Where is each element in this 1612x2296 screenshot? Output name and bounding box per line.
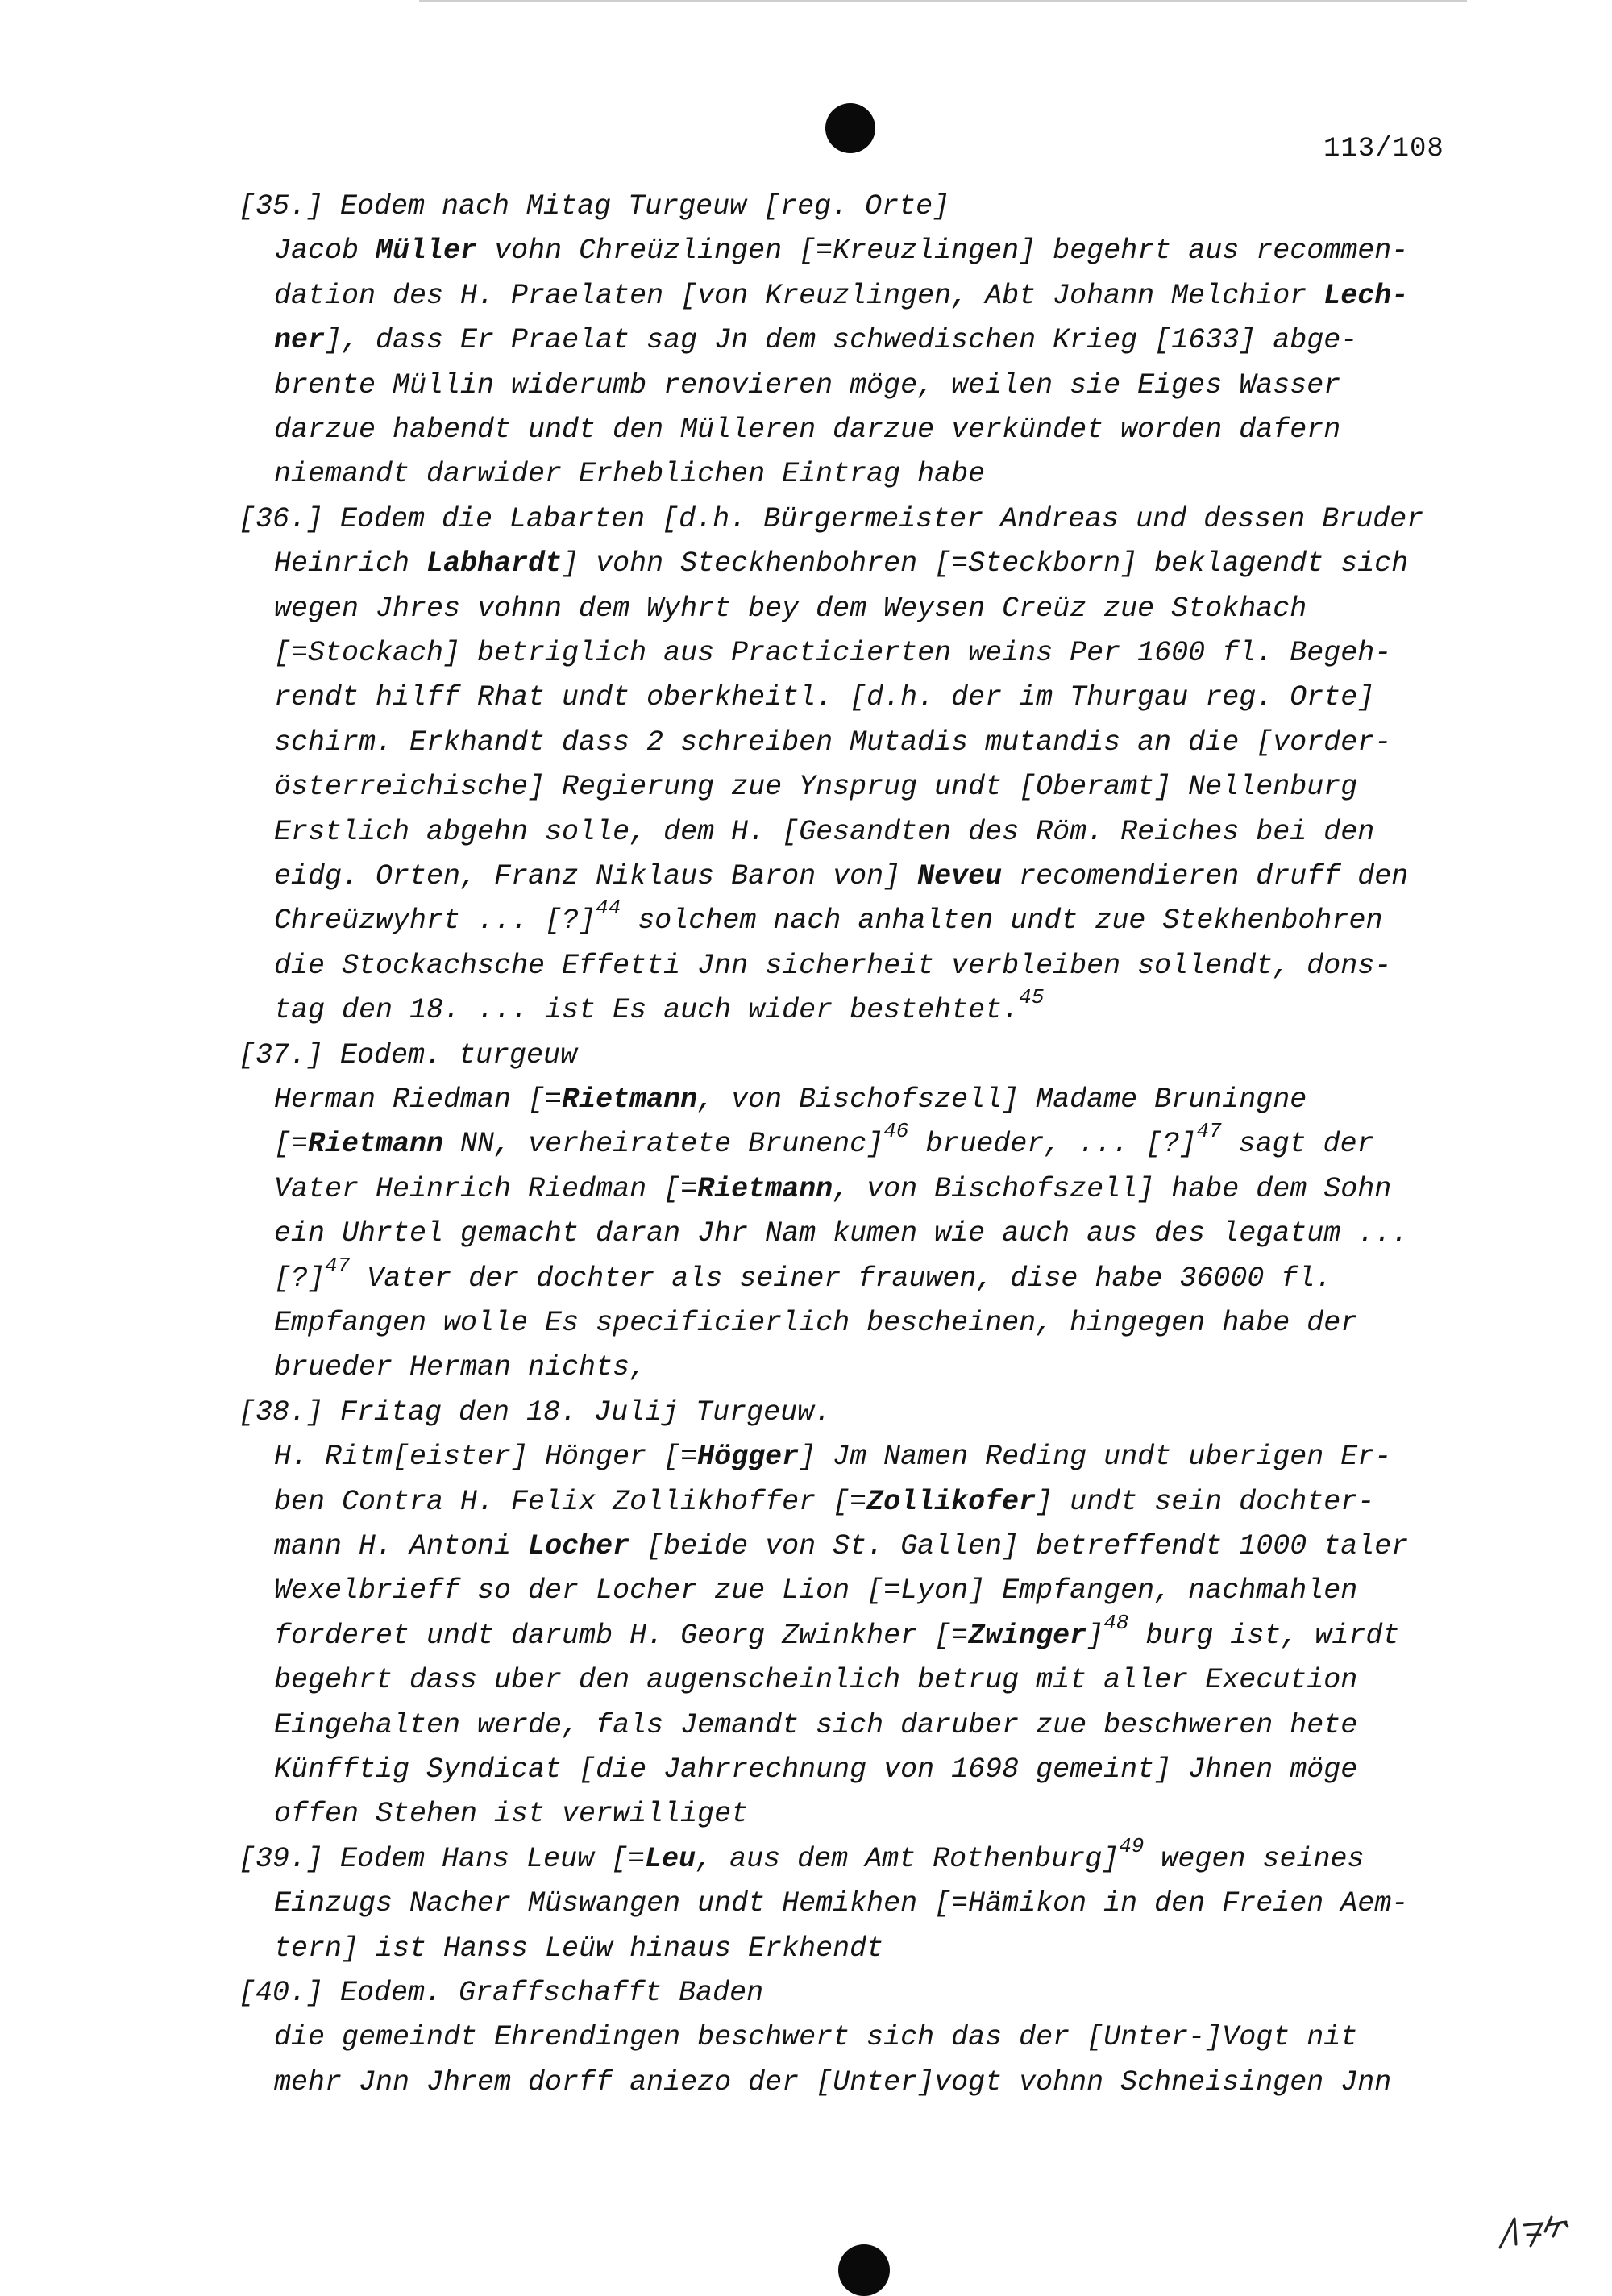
bold-name: Rietmann [562, 1084, 698, 1116]
bold-name: Lech- [1323, 280, 1409, 312]
bold-name: ner [274, 324, 326, 356]
text-line [274, 1441, 1391, 1473]
text-segment: [35.] Eodem nach Mitag Turgeuw [reg. Orte] [239, 190, 950, 223]
punch-hole-top [825, 103, 875, 153]
text-segment: niemandt darwider Erheblichen Eintrag habe [274, 458, 986, 490]
text-segment: [40.] Eodem. Graffschafft Baden [239, 1977, 764, 2009]
text-line [239, 190, 949, 223]
text-line [274, 369, 1340, 401]
text-segment: , von Bischofszell] Madame Bruningne [697, 1084, 1307, 1116]
bold-name: Labhardt [426, 547, 563, 580]
text-line [274, 1611, 1400, 1652]
text-segment: [37.] Eodem. turgeuw [239, 1039, 578, 1071]
text-line [239, 1977, 763, 2009]
bold-name: Zwinger [968, 1620, 1087, 1652]
text-line [274, 1084, 1307, 1116]
text-line [274, 1486, 1374, 1518]
text-segment: schirm. Erkhandt dass 2 schreiben Mutadis mutandis an die [vorder- [274, 726, 1392, 759]
text-line [274, 458, 985, 490]
bold-name: Högger [697, 1441, 800, 1473]
text-segment: vohn Chreüzlingen [=Kreuzlingen] begehrt aus recommen- [477, 235, 1409, 267]
text-segment: brueder Herman nichts, [274, 1351, 647, 1383]
bold-name: Zollikofer [866, 1486, 1037, 1518]
text-line [274, 860, 1408, 892]
text-segment: Künfftig Syndicat [die Jahrrechnung von 1698 gemeint] Jhnen möge [274, 1753, 1358, 1786]
text-segment: rendt hilff Rhat undt oberkheitl. [d.h. der im Thurgau reg. Orte] [274, 681, 1375, 713]
text-segment: Herman Riedman [= [274, 1084, 563, 1116]
text-segment: ben Contra H. Felix Zollikhoffer [= [274, 1486, 867, 1518]
bold-name: Müller [376, 235, 478, 267]
text-segment: begehrt dass uber den augenscheinlich betrug mit aller Execution [274, 1664, 1358, 1696]
text-line [274, 2066, 1391, 2098]
text-segment: eidg. Orten, Franz Niklaus Baron von] [274, 860, 918, 892]
text-line [274, 1530, 1408, 1562]
text-segment: wegen Jhres vohnn dem Wyhrt bey dem Weysen Creüz zue Stokhach [274, 593, 1307, 625]
bold-name: Locher [528, 1530, 630, 1562]
text-segment: Einzugs Nacher Müswangen undt Hemikhen [=Hämikon in den Freien Aem- [274, 1887, 1409, 1920]
text-segment: H. Ritm[eister] Hönger [= [274, 1441, 698, 1473]
footnote-ref: 45 [1019, 985, 1045, 1009]
text-segment: ] [1086, 1620, 1104, 1652]
text-segment: ] Jm Namen Reding undt uberigen Er- [799, 1441, 1392, 1473]
text-line [274, 280, 1408, 312]
text-segment: forderet undt darumb H. Georg Zwinkher [= [274, 1620, 969, 1652]
text-line [239, 503, 1423, 535]
text-line [274, 324, 1357, 356]
footnote-ref: 44 [596, 896, 621, 920]
text-segment: recomendieren druff den [1002, 860, 1409, 892]
text-segment: sagt der [1221, 1128, 1374, 1160]
text-segment: ] vohn Steckhenbohren [=Steckborn] beklagendt sich [562, 547, 1409, 580]
text-segment: tern] ist Hanss Leüw hinaus Erkhendt [274, 1932, 884, 1965]
text-segment: wegen seines [1144, 1843, 1365, 1875]
text-segment: solchem nach anhalten undt zue Stekhenbohren [621, 905, 1383, 937]
text-line [274, 1753, 1357, 1786]
text-line [274, 414, 1340, 446]
footnote-ref: 48 [1103, 1611, 1129, 1635]
text-line [274, 1664, 1357, 1696]
text-segment: ein Uhrtel gemacht daran Jhr Nam kumen wie auch aus des legatum ... [274, 1217, 1409, 1250]
text-line [274, 1351, 646, 1383]
bold-name: Leu [645, 1843, 696, 1875]
text-segment: [= [274, 1128, 309, 1160]
handwritten-folio-mark [1495, 2201, 1576, 2257]
text-segment: mann H. Antoni [274, 1530, 529, 1562]
text-segment: Vater der dochter als seiner frauwen, dise habe 36000 fl. [350, 1262, 1332, 1295]
text-line [274, 2021, 1357, 2053]
scan-edge-line [419, 0, 1467, 2]
text-segment: offen Stehen ist verwilliget [274, 1798, 749, 1830]
text-line [239, 1039, 577, 1071]
bold-name: Rietmann [308, 1128, 444, 1160]
text-line [274, 1217, 1408, 1250]
text-line [274, 235, 1408, 267]
text-segment: Vater Heinrich Riedman [= [274, 1173, 698, 1205]
text-line [274, 1254, 1332, 1295]
text-segment: ] undt sein dochter- [1036, 1486, 1375, 1518]
text-segment: [=Stockach] betriglich aus Practicierten weins Per 1600 fl. Begeh- [274, 637, 1392, 669]
text-line [274, 1709, 1357, 1741]
text-line [274, 1798, 748, 1830]
text-line [274, 896, 1383, 937]
text-segment: [38.] Fritag den 18. Julij Turgeuw. [239, 1396, 832, 1429]
text-line [274, 1307, 1357, 1339]
text-line [274, 1932, 883, 1965]
text-segment: , aus dem Amt Rothenburg] [696, 1843, 1120, 1875]
text-line [274, 1173, 1391, 1205]
text-segment: [beide von St. Gallen] betreffendt 1000 taler [629, 1530, 1409, 1562]
text-segment: Wexelbrieff so der Locher zue Lion [=Lyon] Empfangen, nachmahlen [274, 1574, 1358, 1607]
text-segment: die Stockachsche Effetti Jnn sicherheit verbleiben sollendt, dons- [274, 950, 1392, 982]
text-line [239, 1834, 1365, 1875]
punch-hole-bottom [838, 2244, 890, 2296]
text-line [274, 1119, 1374, 1160]
text-line [274, 985, 1045, 1026]
text-line [274, 681, 1374, 713]
text-segment: tag den 18. ... ist Es auch wider bestehtet. [274, 994, 1020, 1026]
text-segment: NN, verheiratete Brunenc] [443, 1128, 884, 1160]
footnote-ref: 49 [1119, 1834, 1145, 1858]
text-segment: österreichische] Regierung zue Ynsprug undt [Oberamt] Nellenburg [274, 771, 1358, 803]
text-segment: ], dass Er Praelat sag Jn dem schwedischen Krieg [1633] abge- [325, 324, 1358, 356]
text-segment: Empfangen wolle Es specificierlich bescheinen, hingegen habe der [274, 1307, 1358, 1339]
text-segment: [39.] Eodem Hans Leuw [= [239, 1843, 646, 1875]
text-line [274, 637, 1391, 669]
text-segment: Eingehalten werde, fals Jemandt sich daruber zue beschweren hete [274, 1709, 1358, 1741]
text-segment: brueder, ... [?] [908, 1128, 1197, 1160]
text-line [274, 593, 1307, 625]
text-segment: [36.] Eodem die Labarten [d.h. Bürgermeister Andreas und dessen Bruder [239, 503, 1424, 535]
text-segment: brente Müllin widerumb renovieren möge, weilen sie Eiges Wasser [274, 369, 1341, 401]
text-segment: [?] [274, 1262, 326, 1295]
text-line [274, 547, 1408, 580]
page-number: 113/108 [1323, 134, 1444, 164]
text-line [274, 1887, 1408, 1920]
bold-name: Rietmann [697, 1173, 833, 1205]
bold-name: Neveu [917, 860, 1003, 892]
text-segment: mehr Jnn Jhrem dorff aniezo der [Unter]vogt vohnn Schneisingen Jnn [274, 2066, 1392, 2098]
text-line [274, 726, 1391, 759]
text-line [274, 771, 1357, 803]
text-segment: dation des H. Praelaten [von Kreuzlingen, Abt Johann Melchior [274, 280, 1324, 312]
footnote-ref: 47 [1196, 1119, 1222, 1143]
footnote-ref: 47 [325, 1254, 351, 1278]
text-line [274, 1574, 1357, 1607]
text-segment: Chreüzwyhrt ... [?] [274, 905, 596, 937]
footnote-ref: 46 [883, 1119, 909, 1143]
text-line [274, 816, 1374, 848]
text-segment: Erstlich abgehn solle, dem H. [Gesandten des Röm. Reiches bei den [274, 816, 1375, 848]
text-segment: burg ist, wirdt [1128, 1620, 1400, 1652]
text-segment: Heinrich [274, 547, 427, 580]
text-segment: , von Bischofszell] habe dem Sohn [833, 1173, 1392, 1205]
text-line [274, 950, 1391, 982]
text-segment: die gemeindt Ehrendingen beschwert sich das der [Unter-]Vogt nit [274, 2021, 1358, 2053]
text-segment: Jacob [274, 235, 376, 267]
text-line [239, 1396, 831, 1429]
text-segment: darzue habendt undt den Mülleren darzue verkündet worden dafern [274, 414, 1341, 446]
